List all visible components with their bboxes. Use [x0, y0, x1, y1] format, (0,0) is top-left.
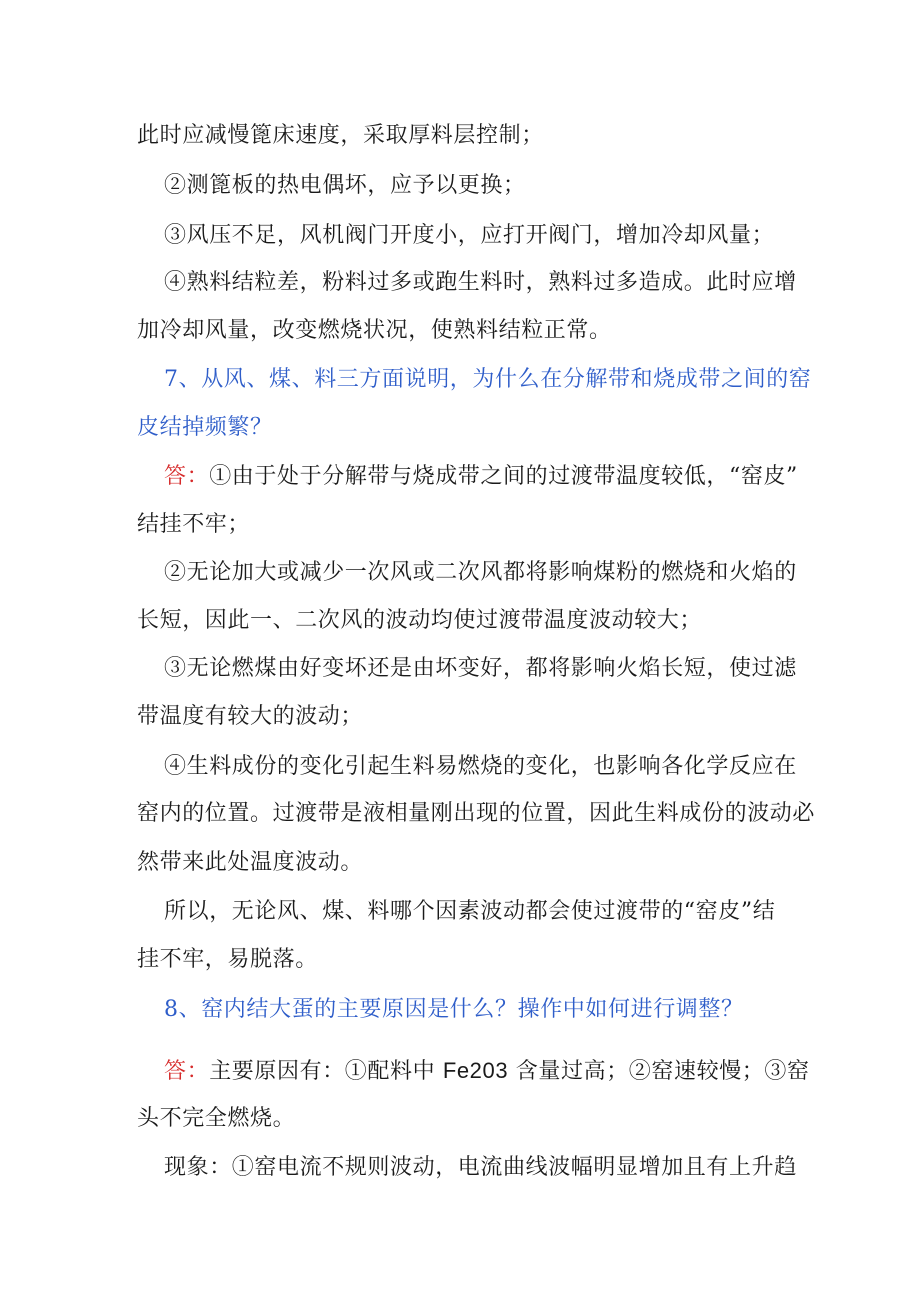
paragraph-line: ②无论加大或减少一次风或二次风都将影响煤粉的燃烧和火焰的 [164, 560, 797, 585]
paragraph-line: 所以，无论风、煤、料哪个因素波动都会使过渡带的“窑皮”结 [164, 899, 776, 924]
answer-label: 答： [164, 1059, 210, 1084]
answer-7-line-1 [164, 462, 798, 492]
answer-text-part-1: 主要原因有：①配料中 [209, 1059, 436, 1084]
answer-8-line-1 [164, 1056, 810, 1087]
answer-label: 答： [164, 464, 210, 489]
question-8-line: 8、窑内结大蛋的主要原因是什么？操作中如何进行调整？ [164, 997, 744, 1022]
paragraph-line: 然带来此处温度波动。 [137, 850, 364, 875]
paragraph-line: 长短，因此一、二次风的波动均使过渡带温度波动较大； [137, 608, 703, 633]
paragraph-line: 窑内的位置。过渡带是液相量刚出现的位置，因此生料成份的波动必 [137, 801, 816, 826]
question-7-line-2: 皮结掉频繁？ [137, 415, 273, 440]
question-7-line-1: 7、从风、煤、料三方面说明，为什么在分解带和烧成带之间的窑 [164, 367, 812, 392]
paragraph-line: ③无论燃煤由好变坏还是由坏变好，都将影响火焰长短，使过滤 [164, 656, 797, 681]
paragraph-line: ②测篦板的热电偶坏，应予以更换； [164, 173, 526, 198]
paragraph-line: 挂不牢，易脱落。 [137, 947, 318, 972]
paragraph-line: ④熟料结粒差，粉料过多或跑生料时，熟料过多造成。此时应增 [164, 270, 797, 295]
answer-text-formula: Fe203 [442, 1058, 509, 1083]
answer-text: ①由于处于分解带与烧成带之间的过渡带温度较低，“窑皮” [209, 464, 798, 489]
paragraph-line: 带温度有较大的波动； [137, 704, 364, 729]
paragraph-line: 结挂不牢； [137, 512, 251, 537]
paragraph-line: 现象：①窑电流不规则波动，电流曲线波幅明显增加且有上升趋 [164, 1155, 797, 1180]
paragraph-line: ④生料成份的变化引起生料易燃烧的变化，也影响各化学反应在 [164, 754, 797, 779]
paragraph-line: 此时应减慢篦床速度，采取厚料层控制； [137, 123, 544, 148]
paragraph-line: ③风压不足，风机阀门开度小，应打开阀门，增加冷却风量； [164, 223, 775, 248]
paragraph-line: 加冷却风量，改变燃烧状况，使熟料结粒正常。 [137, 318, 612, 343]
paragraph-line: 头不完全燃烧。 [137, 1106, 296, 1131]
answer-text-part-2: 含量过高；②窑速较慢；③窑 [515, 1059, 810, 1084]
